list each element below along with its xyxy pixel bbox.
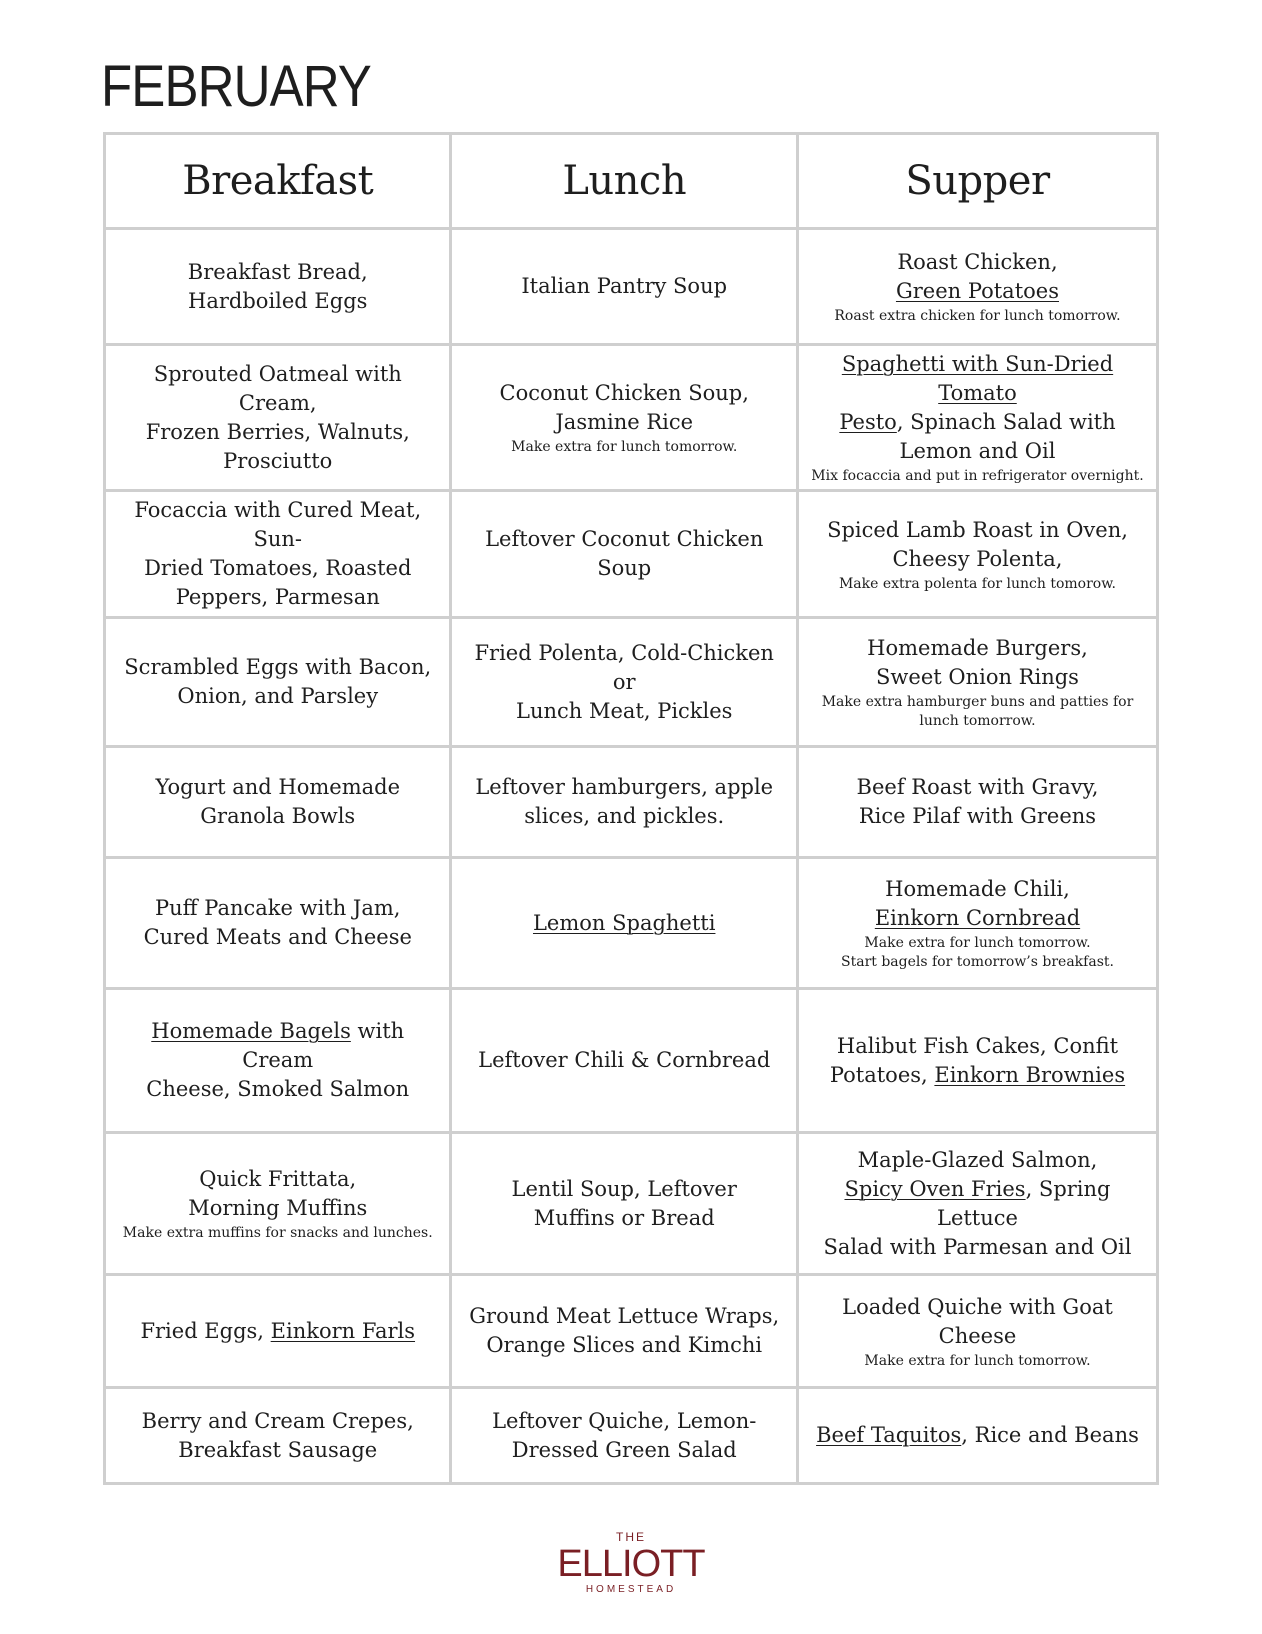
supper-cell bbox=[797, 1275, 1157, 1388]
meal-line bbox=[464, 379, 783, 408]
meal-text: Jasmine Rice bbox=[555, 410, 694, 434]
meal-text: Lentil Soup, Leftover bbox=[511, 1176, 737, 1201]
meal-text: Potatoes, bbox=[829, 1062, 935, 1087]
meal-line bbox=[811, 1293, 1144, 1322]
meal-text: Spiced Lamb Roast in Oven, bbox=[827, 517, 1128, 542]
meal-text: Hardboiled Eggs bbox=[188, 288, 368, 313]
meal-line bbox=[464, 909, 783, 938]
meal-line bbox=[811, 875, 1144, 904]
supper-cell bbox=[797, 618, 1157, 747]
meal-line bbox=[464, 1407, 783, 1436]
recipe-link[interactable]: Beef Taquitos bbox=[816, 1423, 962, 1447]
lunch-cell bbox=[451, 618, 797, 747]
lunch-cell bbox=[451, 1275, 797, 1388]
meal-text: Fried Polenta, Cold-Chicken or bbox=[474, 640, 774, 694]
meal-row bbox=[105, 1133, 1158, 1275]
meal-text: Salad with Parmesan and Oil bbox=[823, 1234, 1132, 1259]
recipe-link[interactable]: Einkorn Farls bbox=[270, 1318, 416, 1343]
meal-line bbox=[464, 1302, 783, 1331]
column-header-supper: Supper bbox=[797, 134, 1157, 229]
meal-line bbox=[464, 802, 783, 831]
meal-text: Leftover hamburgers, apple bbox=[475, 775, 774, 799]
supper-cell bbox=[797, 858, 1157, 989]
breakfast-cell bbox=[105, 1133, 451, 1275]
meal-text: Focaccia with Cured Meat, Sun- bbox=[134, 498, 422, 551]
meal-text: Roast Chicken, bbox=[897, 250, 1058, 274]
meal-text: Coconut Chicken Soup, bbox=[499, 381, 749, 405]
lunch-cell bbox=[451, 491, 797, 618]
meal-text: Sprouted Oatmeal with Cream, bbox=[153, 361, 402, 415]
meal-line bbox=[811, 1175, 1144, 1233]
meal-line bbox=[464, 525, 783, 583]
supper-cell bbox=[797, 491, 1157, 618]
meal-plan-table bbox=[103, 132, 1159, 1485]
meal-text: Leftover Quiche, Lemon- bbox=[492, 1408, 757, 1433]
breakfast-cell bbox=[105, 858, 451, 989]
meal-text: , Spinach Salad with bbox=[896, 410, 1116, 434]
meal-line bbox=[464, 1046, 783, 1075]
meal-text: Leftover Chili & Cornbread bbox=[478, 1048, 771, 1072]
prep-note: Make extra for lunch tomorrow. bbox=[864, 1352, 1091, 1369]
meal-line bbox=[811, 545, 1144, 574]
supper-cell bbox=[797, 1133, 1157, 1275]
prep-note: Make extra for lunch tomorrow. bbox=[864, 935, 1091, 951]
meal-line bbox=[118, 360, 437, 418]
meal-text: , Rice and Beans bbox=[961, 1423, 1139, 1447]
meal-line bbox=[118, 1017, 437, 1075]
meal-line bbox=[811, 663, 1144, 692]
meal-line bbox=[811, 1032, 1144, 1061]
meal-row bbox=[105, 747, 1158, 858]
meal-text: Prosciutto bbox=[223, 448, 333, 473]
meal-line bbox=[118, 1317, 437, 1346]
meal-line bbox=[811, 802, 1144, 831]
meal-text: Homemade Burgers, bbox=[867, 636, 1088, 660]
meal-line bbox=[118, 1436, 437, 1465]
meal-text: Leftover Coconut Chicken Soup bbox=[485, 527, 764, 580]
meal-text: Lemon and Oil bbox=[899, 439, 1056, 463]
breakfast-cell bbox=[105, 229, 451, 345]
meal-row bbox=[105, 989, 1158, 1133]
meal-text: Cured Meats and Cheese bbox=[143, 925, 412, 949]
meal-line bbox=[118, 554, 437, 583]
meal-text: Dried Tomatoes, Roasted bbox=[144, 556, 412, 580]
lunch-cell bbox=[451, 229, 797, 345]
meal-text: Fried Eggs, bbox=[140, 1318, 271, 1343]
supper-cell bbox=[797, 345, 1157, 491]
breakfast-cell bbox=[105, 345, 451, 491]
meal-text: Cheese, Smoked Salmon bbox=[146, 1077, 410, 1101]
meal-line bbox=[811, 1061, 1144, 1090]
prep-note: lunch tomorrow. bbox=[919, 713, 1036, 729]
logo-the: THE bbox=[616, 1530, 646, 1544]
supper-cell bbox=[797, 1388, 1157, 1484]
meal-row bbox=[105, 858, 1158, 989]
meal-text: Lunch Meat, Pickles bbox=[516, 698, 733, 723]
recipe-link[interactable]: Green Potatoes bbox=[895, 279, 1059, 303]
meal-line bbox=[118, 773, 437, 802]
meal-line bbox=[811, 277, 1144, 306]
logo-homestead: HOMESTEAD bbox=[585, 1584, 677, 1595]
meal-text: Puff Pancake with Jam, bbox=[155, 896, 401, 920]
meal-text: Rice Pilaf with Greens bbox=[858, 804, 1097, 828]
elliott-homestead-logo bbox=[0, 1530, 1262, 1596]
meal-line bbox=[118, 682, 437, 711]
meal-text: Yogurt and Homemade bbox=[155, 775, 401, 799]
meal-row bbox=[105, 1275, 1158, 1388]
prep-note: Roast extra chicken for lunch tomorrow. bbox=[834, 308, 1121, 324]
breakfast-cell bbox=[105, 989, 451, 1133]
meal-line bbox=[811, 773, 1144, 802]
meal-line bbox=[464, 1331, 783, 1360]
meal-text: Ground Meat Lettuce Wraps, bbox=[469, 1304, 780, 1328]
meal-line bbox=[118, 894, 437, 923]
prep-note: Start bagels for tomorrow’s breakfast. bbox=[841, 954, 1114, 970]
meal-rows bbox=[105, 229, 1158, 1484]
recipe-link[interactable]: Einkorn Cornbread bbox=[874, 906, 1081, 930]
page-title: FEBRUARY bbox=[101, 54, 371, 119]
lunch-cell bbox=[451, 858, 797, 989]
meal-text: , Spring Lettuce bbox=[937, 1176, 1111, 1230]
logo-name: ELLIOTT bbox=[557, 1543, 705, 1585]
meal-line bbox=[464, 1204, 783, 1233]
meal-line bbox=[811, 437, 1144, 466]
meal-text: Breakfast Bread, bbox=[187, 259, 368, 284]
meal-line bbox=[118, 496, 437, 554]
column-header-breakfast: Breakfast bbox=[105, 134, 451, 229]
meal-line bbox=[118, 1165, 437, 1194]
meal-text: Italian Pantry Soup bbox=[521, 274, 728, 298]
meal-line bbox=[811, 516, 1144, 545]
meal-text: Frozen Berries, Walnuts, bbox=[145, 419, 410, 444]
meal-line bbox=[118, 923, 437, 952]
meal-text: Berry and Cream Crepes, bbox=[141, 1408, 414, 1433]
meal-line bbox=[811, 1233, 1144, 1262]
meal-text: Cheese bbox=[938, 1323, 1017, 1348]
meal-line bbox=[464, 408, 783, 437]
meal-row bbox=[105, 345, 1158, 491]
meal-line bbox=[118, 583, 437, 612]
meal-line bbox=[811, 1146, 1144, 1175]
prep-note: Mix focaccia and put in refrigerator overnight. bbox=[811, 468, 1144, 484]
meal-text: Homemade Chili, bbox=[885, 877, 1070, 901]
meal-text: Cheesy Polenta, bbox=[892, 546, 1063, 571]
supper-cell bbox=[797, 229, 1157, 345]
meal-line bbox=[464, 773, 783, 802]
lunch-cell bbox=[451, 1388, 797, 1484]
meal-text: with Cream bbox=[242, 1019, 405, 1072]
meal-text: Muffins or Bread bbox=[533, 1205, 715, 1230]
supper-cell bbox=[797, 989, 1157, 1133]
meal-text: slices, and pickles. bbox=[524, 804, 725, 828]
meal-line bbox=[464, 697, 783, 726]
meal-row bbox=[105, 491, 1158, 618]
meal-line bbox=[118, 287, 437, 316]
meal-line bbox=[118, 447, 437, 476]
meal-line bbox=[464, 1175, 783, 1204]
meal-row bbox=[105, 229, 1158, 345]
column-header-lunch: Lunch bbox=[451, 134, 797, 229]
lunch-cell bbox=[451, 747, 797, 858]
breakfast-cell bbox=[105, 618, 451, 747]
meal-line bbox=[118, 1075, 437, 1104]
meal-line bbox=[811, 634, 1144, 663]
breakfast-cell bbox=[105, 1275, 451, 1388]
lunch-cell bbox=[451, 989, 797, 1133]
recipe-link[interactable]: Lemon Spaghetti bbox=[532, 910, 716, 935]
meal-text: Dressed Green Salad bbox=[511, 1437, 737, 1462]
meal-text: Peppers, Parmesan bbox=[175, 585, 380, 609]
meal-line bbox=[464, 272, 783, 301]
meal-line bbox=[118, 653, 437, 682]
prep-note: Make extra hamburger buns and patties for bbox=[821, 694, 1134, 710]
meal-line bbox=[118, 1194, 437, 1223]
meal-line bbox=[118, 802, 437, 831]
breakfast-cell bbox=[105, 1388, 451, 1484]
meal-text: Morning Muffins bbox=[188, 1196, 368, 1220]
meal-row bbox=[105, 618, 1158, 747]
meal-row bbox=[105, 1388, 1158, 1484]
meal-line bbox=[811, 350, 1144, 408]
meal-line bbox=[811, 408, 1144, 437]
meal-line bbox=[811, 248, 1144, 277]
recipe-link[interactable]: Pesto bbox=[839, 410, 897, 434]
breakfast-cell bbox=[105, 491, 451, 618]
meal-text: Orange Slices and Kimchi bbox=[486, 1333, 763, 1357]
recipe-link[interactable]: Spaghetti with Sun-Dried Tomato bbox=[841, 352, 1114, 405]
prep-note: Make extra for lunch tomorrow. bbox=[511, 439, 738, 455]
supper-cell bbox=[797, 747, 1157, 858]
header-row bbox=[105, 134, 1158, 229]
prep-note: Make extra muffins for snacks and lunches. bbox=[122, 1225, 433, 1241]
recipe-link[interactable]: Einkorn Brownies bbox=[934, 1062, 1126, 1087]
meal-text: Maple-Glazed Salmon, bbox=[857, 1147, 1098, 1172]
meal-line bbox=[464, 1436, 783, 1465]
meal-text: Halibut Fish Cakes, Confit bbox=[836, 1033, 1119, 1058]
meal-text: Scrambled Eggs with Bacon, bbox=[124, 655, 432, 679]
prep-note: Make extra polenta for lunch tomorow. bbox=[838, 575, 1116, 592]
meal-line bbox=[811, 904, 1144, 933]
meal-line bbox=[118, 1407, 437, 1436]
meal-line bbox=[811, 1421, 1144, 1450]
lunch-cell bbox=[451, 345, 797, 491]
meal-line bbox=[118, 418, 437, 447]
meal-text: Quick Frittata, bbox=[199, 1167, 357, 1191]
meal-line bbox=[811, 1322, 1144, 1351]
meal-text: Sweet Onion Rings bbox=[876, 665, 1079, 689]
breakfast-cell bbox=[105, 747, 451, 858]
meal-text: Granola Bowls bbox=[200, 804, 356, 828]
recipe-link[interactable]: Homemade Bagels bbox=[151, 1019, 351, 1043]
recipe-link[interactable]: Spicy Oven Fries bbox=[844, 1176, 1026, 1201]
lunch-cell bbox=[451, 1133, 797, 1275]
meal-line bbox=[118, 258, 437, 287]
meal-text: Onion, and Parsley bbox=[177, 684, 379, 708]
meal-text: Loaded Quiche with Goat bbox=[842, 1294, 1113, 1319]
meal-line bbox=[464, 639, 783, 697]
meal-text: Beef Roast with Gravy, bbox=[856, 775, 1099, 799]
meal-text: Breakfast Sausage bbox=[178, 1437, 378, 1462]
